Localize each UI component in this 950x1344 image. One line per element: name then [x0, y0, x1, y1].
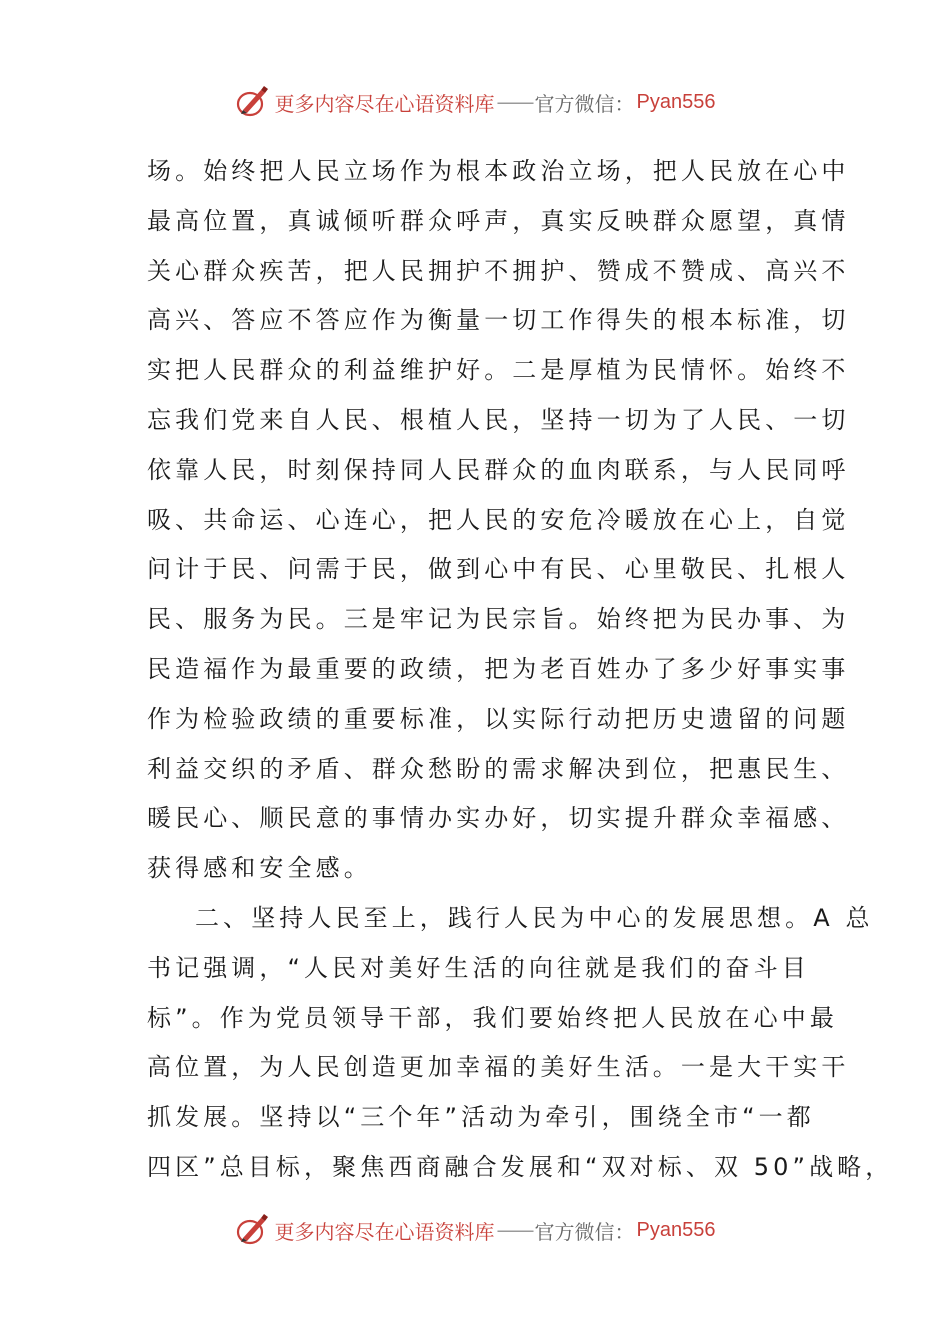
pen-logo-icon	[235, 1212, 271, 1248]
body-line: 标”。作为党员领导干部，我们要始终把人民放在心中最	[147, 1003, 838, 1032]
header-banner	[0, 82, 950, 122]
body-line: 问计于民、问需于民，做到心中有民、心里敬民、扎根人	[147, 555, 850, 584]
header-wechat-id: Pyan556	[636, 90, 716, 113]
body-line: 依靠人民，时刻保持同人民群众的血肉联系，与人民同呼	[147, 455, 850, 484]
body-line: 实把人民群众的利益维护好。二是厚植为民情怀。始终不	[147, 356, 850, 385]
document-body	[147, 147, 894, 1193]
body-line: 暖民心、顺民意的事情办实办好，切实提升群众幸福感、	[147, 804, 850, 833]
body-line: 高位置，为人民创造更加幸福的美好生活。一是大干实干	[147, 1053, 850, 1082]
body-line: 民、服务为民。三是牢记为民宗旨。始终把为民办事、为	[147, 605, 850, 634]
body-line: 利益交织的矛盾、群众愁盼的需求解决到位，把惠民生、	[147, 754, 850, 783]
body-line: 作为检验政绩的重要标准，以实际行动把历史遗留的问题	[147, 704, 850, 733]
body-line: 最高位置，真诚倾听群众呼声，真实反映群众愿望，真情	[147, 206, 850, 235]
body-line: 高兴、答应不答应作为衡量一切工作得失的根本标准，切	[147, 306, 850, 335]
body-line: 抓发展。坚持以“三个年”活动为牵引，围绕全市“一都	[147, 1103, 815, 1132]
header-brand-text: 更多内容尽在心语资料库	[274, 91, 495, 116]
body-line: 民造福作为最重要的政绩，把为老百姓办了多少好事实事	[147, 654, 850, 683]
footer-brand-text: 更多内容尽在心语资料库	[274, 1219, 495, 1244]
header-wechat-label: 官方微信：	[534, 91, 635, 116]
body-line: 场。始终把人民立场作为根本政治立场，把人民放在心中	[147, 157, 850, 185]
header-dash: ——	[496, 90, 533, 114]
footer-banner	[0, 1210, 950, 1250]
body-line: 四区”总目标，聚焦西商融合发展和“双对标、双 50”战略，	[147, 1152, 894, 1181]
body-line: 关心群众疾苦，把人民拥护不拥护、赞成不赞成、高兴不	[147, 256, 850, 285]
body-line: 获得感和安全感。	[147, 854, 372, 883]
body-line: 书记强调，“人民对美好生活的向往就是我们的奋斗目	[147, 953, 810, 982]
body-line: 吸、共命运、心连心，把人民的安危冷暖放在心上，自觉	[147, 505, 850, 534]
body-line: 忘我们党来自人民、根植人民，坚持一切为了人民、一切	[147, 405, 850, 434]
footer-wechat-id: Pyan556	[636, 1218, 716, 1241]
pen-logo-icon	[235, 84, 271, 120]
footer-wechat-label: 官方微信：	[534, 1219, 635, 1244]
section-heading-line: 二、坚持人民至上，践行人民为中心的发展思想。A 总	[195, 903, 874, 932]
footer-dash: ——	[496, 1218, 533, 1242]
